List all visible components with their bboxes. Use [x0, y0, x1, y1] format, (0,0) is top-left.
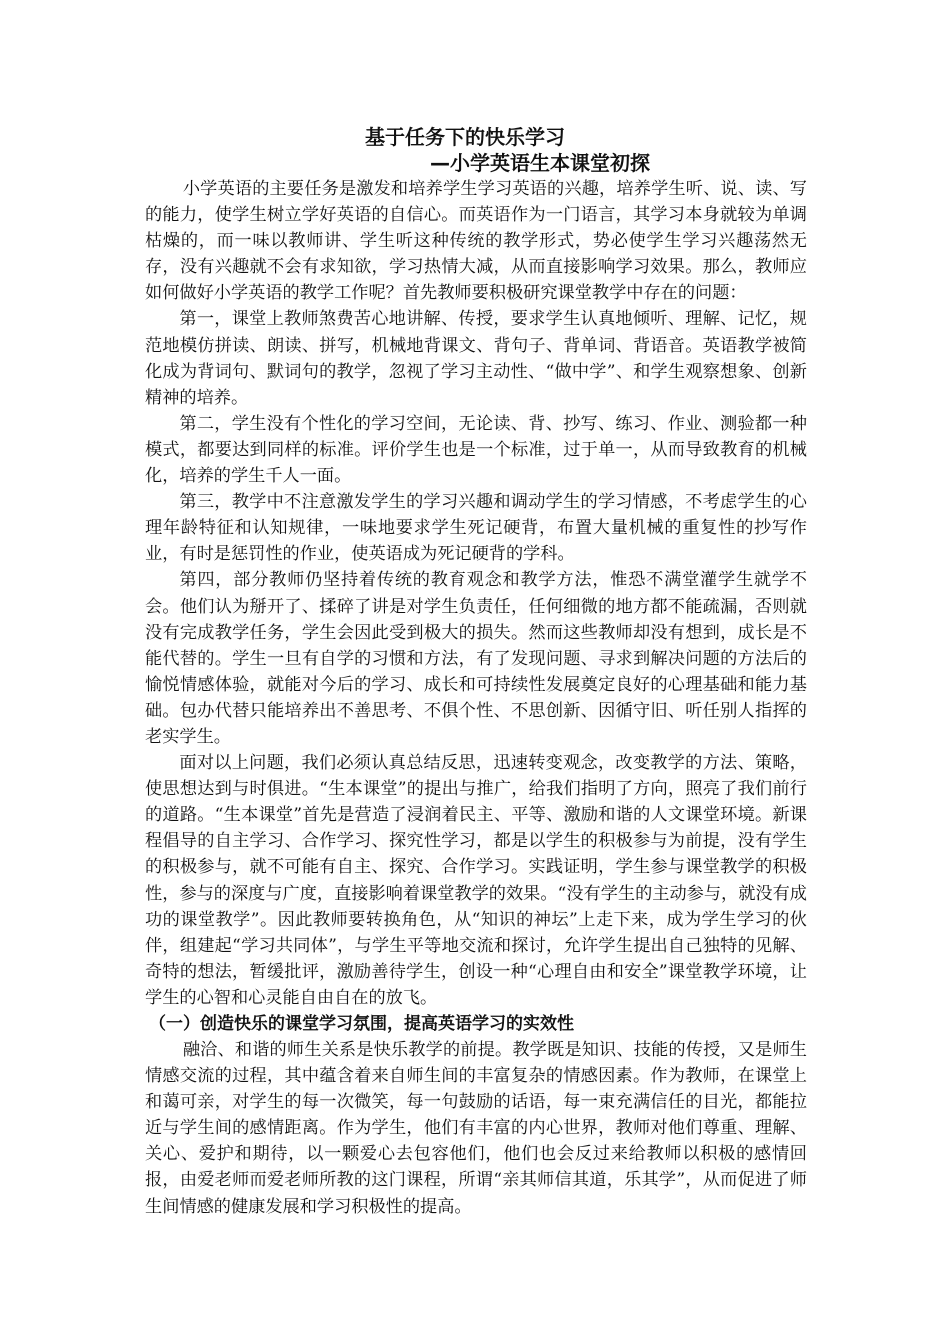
intro-paragraph: 小学英语的主要任务是激发和培养学生学习英语的兴趣，培养学生听、说、读、写的能力，使学生树立学好英语的自信心。而英语作为一门语言，其学习本身就较为单调枯燥的，而一味以教师讲、学生听这种传统的教学形式，势必使学生学习兴趣荡然无存，没有兴趣就不会有求知欲，学习热情大减，从而直接影响学习效果。那么，教师应如何做好小学英语的教学工作呢？首先教师要积极研究课堂教学中存在的问题： [145, 179, 807, 304]
section-paragraph: 融洽、和谐的师生关系是快乐教学的前提。教学既是知识、技能的传授，又是师生情感交流的过程，其中蕴含着来自师生间的丰富复杂的情感因素。作为教师，在课堂上和蔼可亲，对学生的每一次微笑，每一句鼓励的话语，每一束充满信任的目光，都能拉近与学生间的感情距离。作为学生，他们有丰富的内心世界，教师对他们尊重、理解、关心、爱护和期待，以一颗爱心去包容他们，他们也会反过来给教师以积极的感情回报，由爱老师而爱老师所教的这门课程，所谓“亲其师信其道，乐其学”，从而促进了师生间情感的健康发展和学习积极性的提高。 [145, 1040, 807, 1217]
document-subtitle: —小学英语生本课堂初探 [430, 151, 650, 175]
problem-3-paragraph: 第三，教学中不注意激发学生的学习兴趣和调动学生的学习情感，不考虑学生的心理年龄特征和认知规律，一味地要求学生死记硬背，布置大量机械的重复性的抄写作业，有时是惩罚性的作业，使英语成为死记硬背的学科。 [145, 492, 807, 565]
reflection-paragraph: 面对以上问题，我们必须认真总结反思，迅速转变观念，改变教学的方法、策略，使思想达到与时俱进。“生本课堂”的提出与推广，给我们指明了方向，照亮了我们前行的道路。“生本课堂”首先是营造了浸润着民主、平等、激励和谐的人文课堂环境。新课程倡导的自主学习、合作学习、探究性学习，都是以学生的积极参与为前提，没有学生的积极参与，就不可能有自主、探究、合作学习。实践证明，学生参与课堂教学的积极性，参与的深度与广度，直接影响着课堂教学的效果。“没有学生的主动参与，就没有成功的课堂教学”。因此教师要转换角色，从“知识的神坛”上走下来，成为学生学习的伙伴，组建起“学习共同体”，与学生平等地交流和探讨，允许学生提出自己独特的见解、奇特的想法，暂缓批评，激励善待学生，创设一种“心理自由和安全”课堂教学环境，让学生的心智和心灵能自由自在的放飞。 [145, 753, 807, 1008]
problem-1-paragraph: 第一，课堂上教师煞费苦心地讲解、传授，要求学生认真地倾听、理解、记忆，规范地模仿拼读、朗读、拼写，机械地背课文、背句子、背单词、背语音。英语教学被简化成为背词句、默词句的教学，忽视了学习主动性、“做中学”、和学生观察想象、创新精神的培养。 [145, 309, 807, 408]
problem-2-paragraph: 第二，学生没有个性化的学习空间，无论读、背、抄写、练习、作业、测验都一种模式，都要达到同样的标准。评价学生也是一个标准，过于单一，从而导致教育的机械化，培养的学生千人一面。 [145, 413, 807, 487]
document-title: 基于任务下的快乐学习 [365, 125, 565, 149]
document-page [145, 124, 807, 1220]
problem-4-paragraph: 第四，部分教师仍坚持着传统的教育观念和教学方法，惟恐不满堂灌学生就学不会。他们认为掰开了、揉碎了讲是对学生负责任，任何细微的地方都不能疏漏，否则就没有完成教学任务，学生会因此受到极大的损失。然而这些教师却没有想到，成长是不能代替的。学生一旦有自学的习惯和方法，有了发现问题、寻求到解决问题的方法后的愉悦情感体验，就能对今后的学习、成长和可持续性发展奠定良好的心理基础和能力基础。包办代替只能培养出不善思考、不俱个性、不思创新、因循守旧、听任别人指挥的老实学生。 [145, 570, 807, 747]
section-heading: （一）创造快乐的课堂学习氛围，提高英语学习的实效性 [149, 1014, 574, 1034]
